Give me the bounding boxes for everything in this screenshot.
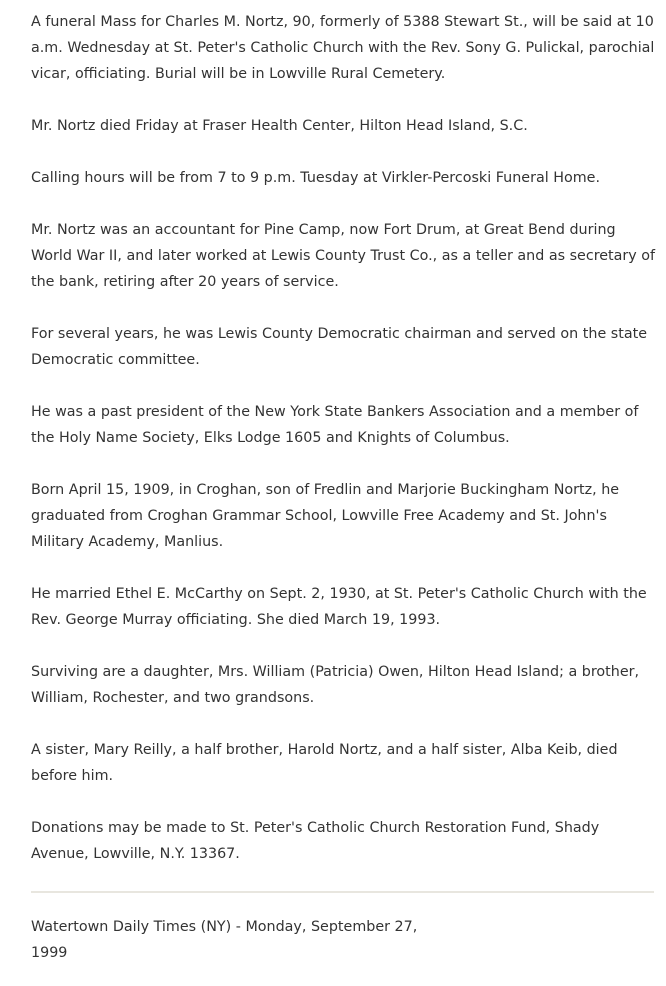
article-paragraph: A funeral Mass for Charles M. Nortz, 90, formerly of 5388 Stewart St., will be said at 10 a.m. Wednesday at St. Peter's Catholic Church with the Rev. Sony G. Pulickal, parochial vicar, officiating. Burial will be in Lowville Rural Cemetery. <box>31 14 655 82</box>
article-paragraph: Mr. Nortz was an accountant for Pine Camp, now Fort Drum, at Great Bend during World War II, and later worked at Lewis County Trust Co., as a teller and as secretary of the bank, retiring after 20 years of service. <box>31 222 656 290</box>
article-paragraph: He married Ethel E. McCarthy on Sept. 2, 1930, at St. Peter's Catholic Church with the Rev. George Murray officiating. She died March 19, 1993. <box>31 586 647 628</box>
article-paragraph: Calling hours will be from 7 to 9 p.m. Tuesday at Virkler-Percoski Funeral Home. <box>31 170 600 186</box>
article-paragraph: Donations may be made to St. Peter's Catholic Church Restoration Fund, Shady Avenue, Lowville, N.Y. 13367. <box>31 820 600 862</box>
article-paragraph: Born April 15, 1909, in Croghan, son of Fredlin and Marjorie Buckingham Nortz, he graduated from Croghan Grammar School, Lowville Free Academy and St. John's Military Academy, Manlius. <box>31 482 620 550</box>
article-paragraph: For several years, he was Lewis County Democratic chairman and served on the state Democratic committee. <box>31 326 648 368</box>
article-paragraph: Mr. Nortz died Friday at Fraser Health Center, Hilton Head Island, S.C. <box>31 118 528 134</box>
section-divider <box>31 891 654 893</box>
obituary-article <box>31 9 659 893</box>
article-paragraph: He was a past president of the New York State Bankers Association and a member of the Holy Name Society, Elks Lodge 1605 and Knights of Columbus. <box>31 404 639 446</box>
source-citation: Watertown Daily Times (NY) - Monday, September 27, 1999 <box>31 919 418 961</box>
article-paragraph: A sister, Mary Reilly, a half brother, Harold Nortz, and a half sister, Alba Keib, died before him. <box>31 742 618 784</box>
article-paragraph: Surviving are a daughter, Mrs. William (Patricia) Owen, Hilton Head Island; a brother, William, Rochester, and two grandsons. <box>31 664 640 706</box>
